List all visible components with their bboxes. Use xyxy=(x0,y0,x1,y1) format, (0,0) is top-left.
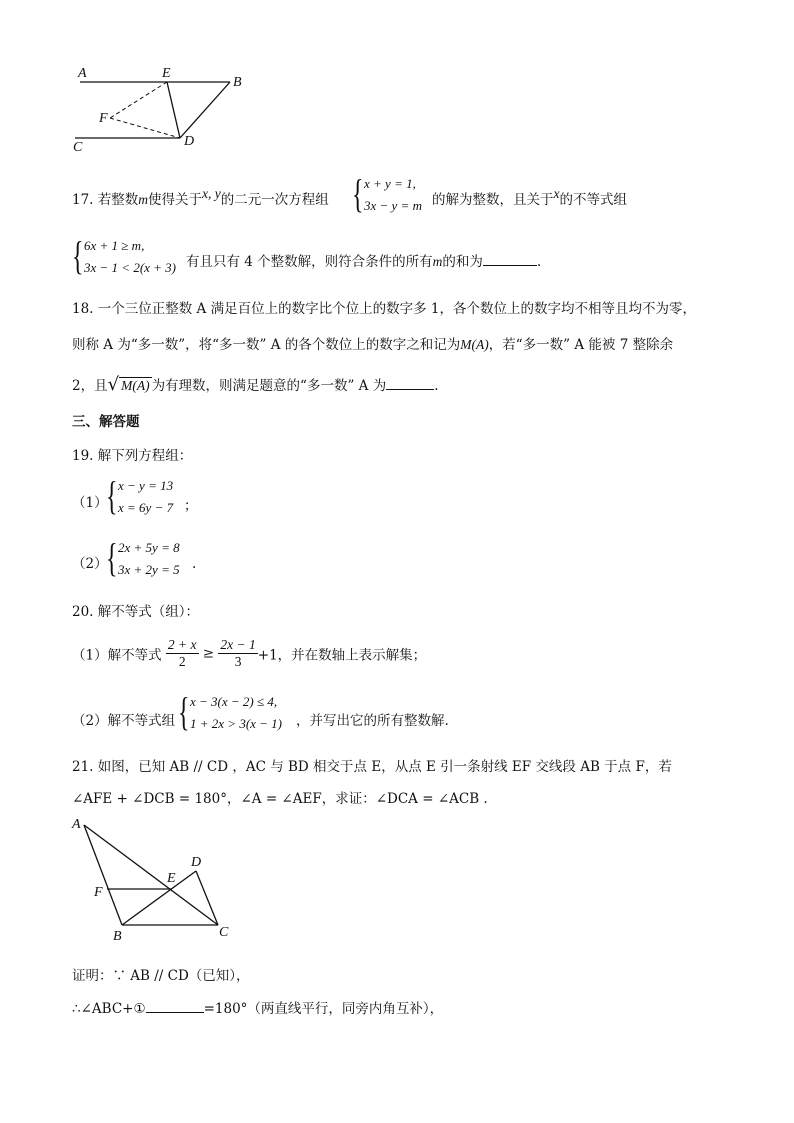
fig2-label-d: D xyxy=(191,855,202,870)
q21-line1: 21. 如图，已知 AB // CD ，AC 与 BD 相交于点 E，从点 E 引一条射线 EF 交线段 AB 于点 F，若 xyxy=(72,759,672,775)
q17-line1: 17. 若整数m使得关于x, y的二元一次方程组 xyxy=(72,186,329,208)
q17-system1: { x + y = 1, 3x − y = m xyxy=(352,171,422,216)
q20-title: 20. 解不等式（组）： xyxy=(72,604,200,620)
q19-part2-label: （2） xyxy=(72,556,108,572)
q19-system1: { x − y = 13 x = 6y − 7 xyxy=(106,473,174,518)
fraction-1: $\frac{2 + x}{2}$ xyxy=(167,637,197,669)
sqrt-sign: √ xyxy=(107,374,120,395)
proof-answer-blank-1[interactable] xyxy=(146,1011,204,1013)
proof-line2: ∴∠ABC+① =180°（两直线平行，同旁内角互补）， xyxy=(72,1001,444,1017)
q19-system2: { 2x + 5y = 8 3x + 2y = 5 xyxy=(106,535,180,580)
section-heading: 三、解答题 xyxy=(72,414,140,430)
q17-answer-blank[interactable] xyxy=(483,264,537,266)
var-m: m xyxy=(138,192,149,207)
q19-part1-end: ； xyxy=(184,498,198,514)
q20-part2-end: ，并写出它的所有整数解. xyxy=(296,713,449,729)
q18-line2: 则称 A 为“多一数”，将“多一数” A 的各个数位上的数字之和记为M(A)，若“多一数” A 能被 7 整除余 xyxy=(72,337,674,353)
q20-part1: （1）解不等式 $\frac{2 + x}{2}$ ≥ $\frac{2x - 1}{3}$ +1，并在数轴上表示解集； xyxy=(72,637,427,669)
q17-text: 17. 若整数 xyxy=(72,192,139,208)
fig1-label-a: A xyxy=(78,66,87,81)
q18-line3: 2，且√ M(A) 为有理数，则满足题意的“多一数” A 为 . xyxy=(72,374,439,395)
q20-system: { x − 3(x − 2) ≤ 4, 1 + 2x > 3(x − 1) xyxy=(178,689,283,734)
fig1-label-e: E xyxy=(162,66,171,81)
q19-part2-end: . xyxy=(192,556,197,572)
q18-line1: 18. 一个三位正整数 A 满足百位上的数字比个位上的数字多 1，各个数位上的数字均不相等且均不为零， xyxy=(72,301,696,317)
fraction-2: $\frac{2x - 1}{3}$ xyxy=(220,637,256,669)
fig2-label-a: A xyxy=(72,817,81,832)
fig1-label-d: D xyxy=(184,134,195,149)
figure-triangle xyxy=(70,815,240,945)
q21-line2: ∠AFE + ∠DCB = 180°，∠A = ∠AEF，求证：∠DCA = ∠ACB . xyxy=(72,791,488,807)
proof-line1: 证明：∵ AB // CD（已知）， xyxy=(72,968,250,984)
fig1-label-f: F xyxy=(99,111,108,126)
q18-answer-blank[interactable] xyxy=(386,388,434,390)
fig2-label-e: E xyxy=(167,871,176,886)
fig1-label-c: C xyxy=(73,140,83,155)
q17-line1-end: 的解为整数，且关于x的不等式组 xyxy=(432,186,627,208)
q17-line2: 有且只有 4 个整数解，则符合条件的所有m的和为 . xyxy=(186,254,542,270)
q19-title: 19. 解下列方程组： xyxy=(72,448,193,464)
fig2-label-f: F xyxy=(94,885,103,900)
q19-part1-label: （1） xyxy=(72,495,108,511)
fig2-label-b: B xyxy=(113,929,122,944)
fig1-label-b: B xyxy=(233,75,242,90)
q17-system2: { 6x + 1 ≥ m, 3x − 1 < 2(x + 3) xyxy=(72,233,177,278)
fig2-label-c: C xyxy=(219,925,229,940)
q20-part2-label: （2）解不等式组 xyxy=(72,713,176,729)
